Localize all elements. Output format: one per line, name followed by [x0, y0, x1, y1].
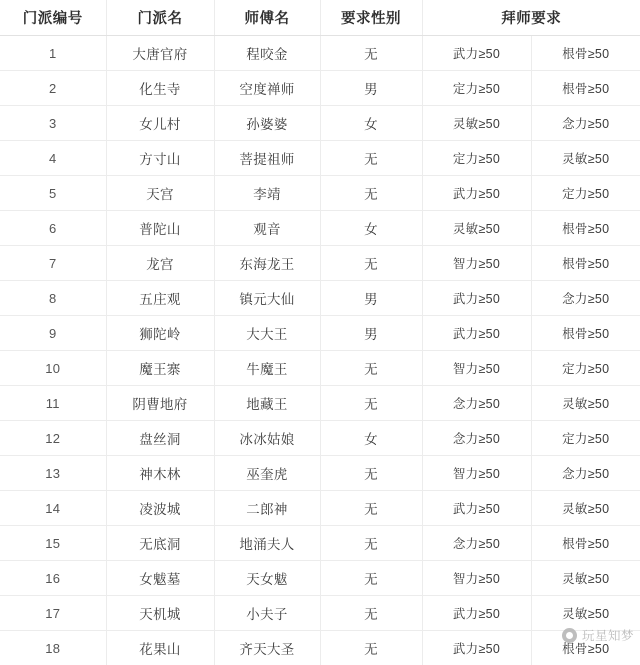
cell-requirement-secondary: 定力≥50 [531, 176, 640, 211]
cell-requirement-secondary: 根骨≥50 [531, 246, 640, 281]
cell-master-name: 程咬金 [214, 36, 320, 71]
column-header-requirements: 拜师要求 [422, 0, 640, 36]
table-row [0, 281, 640, 316]
cell-requirement-secondary: 定力≥50 [531, 421, 640, 456]
cell-sect-id: 12 [0, 421, 106, 456]
cell-requirement-primary: 武力≥50 [422, 491, 531, 526]
cell-gender: 女 [320, 421, 422, 456]
table-body [0, 36, 640, 665]
cell-gender: 无 [320, 141, 422, 176]
cell-sect-id: 8 [0, 281, 106, 316]
cell-sect-id: 6 [0, 211, 106, 246]
cell-requirement-primary: 武力≥50 [422, 36, 531, 71]
cell-sect-id: 17 [0, 596, 106, 631]
table-row [0, 351, 640, 386]
table-row [0, 71, 640, 106]
table-row [0, 106, 640, 141]
cell-requirement-primary: 武力≥50 [422, 316, 531, 351]
cell-requirement-primary: 智力≥50 [422, 561, 531, 596]
table-row [0, 421, 640, 456]
cell-sect-name: 花果山 [106, 631, 214, 665]
cell-gender: 无 [320, 176, 422, 211]
table-row [0, 596, 640, 631]
cell-requirement-primary: 智力≥50 [422, 351, 531, 386]
table-row [0, 456, 640, 491]
cell-sect-name: 狮陀岭 [106, 316, 214, 351]
cell-sect-id: 18 [0, 631, 106, 665]
cell-master-name: 菩提祖师 [214, 141, 320, 176]
cell-requirement-secondary: 念力≥50 [531, 456, 640, 491]
cell-master-name: 孙婆婆 [214, 106, 320, 141]
cell-sect-name: 五庄观 [106, 281, 214, 316]
cell-requirement-primary: 念力≥50 [422, 526, 531, 561]
table-row [0, 561, 640, 596]
cell-master-name: 冰冰姑娘 [214, 421, 320, 456]
cell-sect-id: 3 [0, 106, 106, 141]
column-header-sect-name: 门派名 [106, 0, 214, 36]
cell-gender: 无 [320, 526, 422, 561]
cell-sect-name: 魔王寨 [106, 351, 214, 386]
cell-sect-name: 天机城 [106, 596, 214, 631]
cell-gender: 无 [320, 561, 422, 596]
cell-sect-name: 凌波城 [106, 491, 214, 526]
cell-gender: 无 [320, 631, 422, 665]
cell-requirement-secondary: 根骨≥50 [531, 211, 640, 246]
cell-sect-id: 4 [0, 141, 106, 176]
cell-requirement-secondary: 灵敏≥50 [531, 141, 640, 176]
cell-master-name: 小夫子 [214, 596, 320, 631]
table-row [0, 211, 640, 246]
cell-gender: 男 [320, 316, 422, 351]
table-header [0, 0, 640, 36]
cell-master-name: 李靖 [214, 176, 320, 211]
cell-gender: 女 [320, 106, 422, 141]
cell-sect-id: 5 [0, 176, 106, 211]
cell-sect-name: 无底洞 [106, 526, 214, 561]
cell-requirement-primary: 武力≥50 [422, 281, 531, 316]
cell-master-name: 二郎神 [214, 491, 320, 526]
cell-gender: 无 [320, 596, 422, 631]
cell-sect-name: 女儿村 [106, 106, 214, 141]
column-header-sect-id: 门派编号 [0, 0, 106, 36]
cell-sect-id: 10 [0, 351, 106, 386]
cell-requirement-primary: 武力≥50 [422, 596, 531, 631]
cell-sect-id: 15 [0, 526, 106, 561]
cell-requirement-primary: 智力≥50 [422, 456, 531, 491]
cell-sect-name: 天宫 [106, 176, 214, 211]
cell-requirement-primary: 灵敏≥50 [422, 211, 531, 246]
cell-master-name: 天女魃 [214, 561, 320, 596]
cell-sect-id: 14 [0, 491, 106, 526]
cell-sect-id: 2 [0, 71, 106, 106]
table-row [0, 491, 640, 526]
column-header-master-name: 师傅名 [214, 0, 320, 36]
cell-master-name: 牛魔王 [214, 351, 320, 386]
cell-master-name: 齐天大圣 [214, 631, 320, 665]
cell-requirement-secondary: 根骨≥50 [531, 631, 640, 665]
column-header-gender: 要求性别 [320, 0, 422, 36]
cell-requirement-primary: 武力≥50 [422, 631, 531, 665]
watermark-label: 玩星知梦 [582, 626, 634, 644]
cell-gender: 无 [320, 491, 422, 526]
cell-requirement-secondary: 根骨≥50 [531, 71, 640, 106]
cell-requirement-primary: 灵敏≥50 [422, 106, 531, 141]
table-header-row [0, 0, 640, 36]
table-row [0, 316, 640, 351]
cell-master-name: 东海龙王 [214, 246, 320, 281]
cell-requirement-secondary: 灵敏≥50 [531, 491, 640, 526]
cell-sect-name: 普陀山 [106, 211, 214, 246]
cell-sect-name: 女魃墓 [106, 561, 214, 596]
cell-requirement-primary: 武力≥50 [422, 176, 531, 211]
cell-requirement-secondary: 根骨≥50 [531, 316, 640, 351]
cell-master-name: 观音 [214, 211, 320, 246]
cell-gender: 无 [320, 36, 422, 71]
cell-requirement-primary: 定力≥50 [422, 71, 531, 106]
cell-gender: 男 [320, 281, 422, 316]
cell-sect-id: 16 [0, 561, 106, 596]
table-row [0, 36, 640, 71]
cell-requirement-secondary: 念力≥50 [531, 106, 640, 141]
cell-gender: 女 [320, 211, 422, 246]
cell-sect-name: 大唐官府 [106, 36, 214, 71]
cell-sect-name: 盘丝洞 [106, 421, 214, 456]
cell-sect-id: 7 [0, 246, 106, 281]
cell-sect-id: 9 [0, 316, 106, 351]
cell-sect-name: 阴曹地府 [106, 386, 214, 421]
cell-master-name: 镇元大仙 [214, 281, 320, 316]
cell-master-name: 巫奎虎 [214, 456, 320, 491]
cell-sect-name: 神木林 [106, 456, 214, 491]
cell-gender: 无 [320, 246, 422, 281]
table-row [0, 246, 640, 281]
table-row [0, 176, 640, 211]
cell-requirement-primary: 念力≥50 [422, 421, 531, 456]
cell-sect-name: 龙宫 [106, 246, 214, 281]
cell-master-name: 大大王 [214, 316, 320, 351]
cell-gender: 男 [320, 71, 422, 106]
cell-sect-id: 11 [0, 386, 106, 421]
cell-master-name: 地涌夫人 [214, 526, 320, 561]
cell-requirement-secondary: 定力≥50 [531, 351, 640, 386]
table-row [0, 141, 640, 176]
cell-requirement-secondary: 灵敏≥50 [531, 386, 640, 421]
cell-sect-name: 方寸山 [106, 141, 214, 176]
cell-gender: 无 [320, 351, 422, 386]
cell-requirement-secondary: 根骨≥50 [531, 526, 640, 561]
cell-requirement-primary: 定力≥50 [422, 141, 531, 176]
table-row [0, 386, 640, 421]
cell-requirement-secondary: 根骨≥50 [531, 36, 640, 71]
cell-sect-name: 化生寺 [106, 71, 214, 106]
cell-sect-id: 1 [0, 36, 106, 71]
cell-requirement-primary: 智力≥50 [422, 246, 531, 281]
table-row [0, 526, 640, 561]
cell-master-name: 地藏王 [214, 386, 320, 421]
cell-requirement-secondary: 念力≥50 [531, 281, 640, 316]
cell-requirement-primary: 念力≥50 [422, 386, 531, 421]
cell-requirement-secondary: 灵敏≥50 [531, 561, 640, 596]
cell-master-name: 空度禅师 [214, 71, 320, 106]
cell-sect-id: 13 [0, 456, 106, 491]
cell-gender: 无 [320, 456, 422, 491]
cell-gender: 无 [320, 386, 422, 421]
cell-requirement-secondary: 灵敏≥50 [531, 596, 640, 631]
